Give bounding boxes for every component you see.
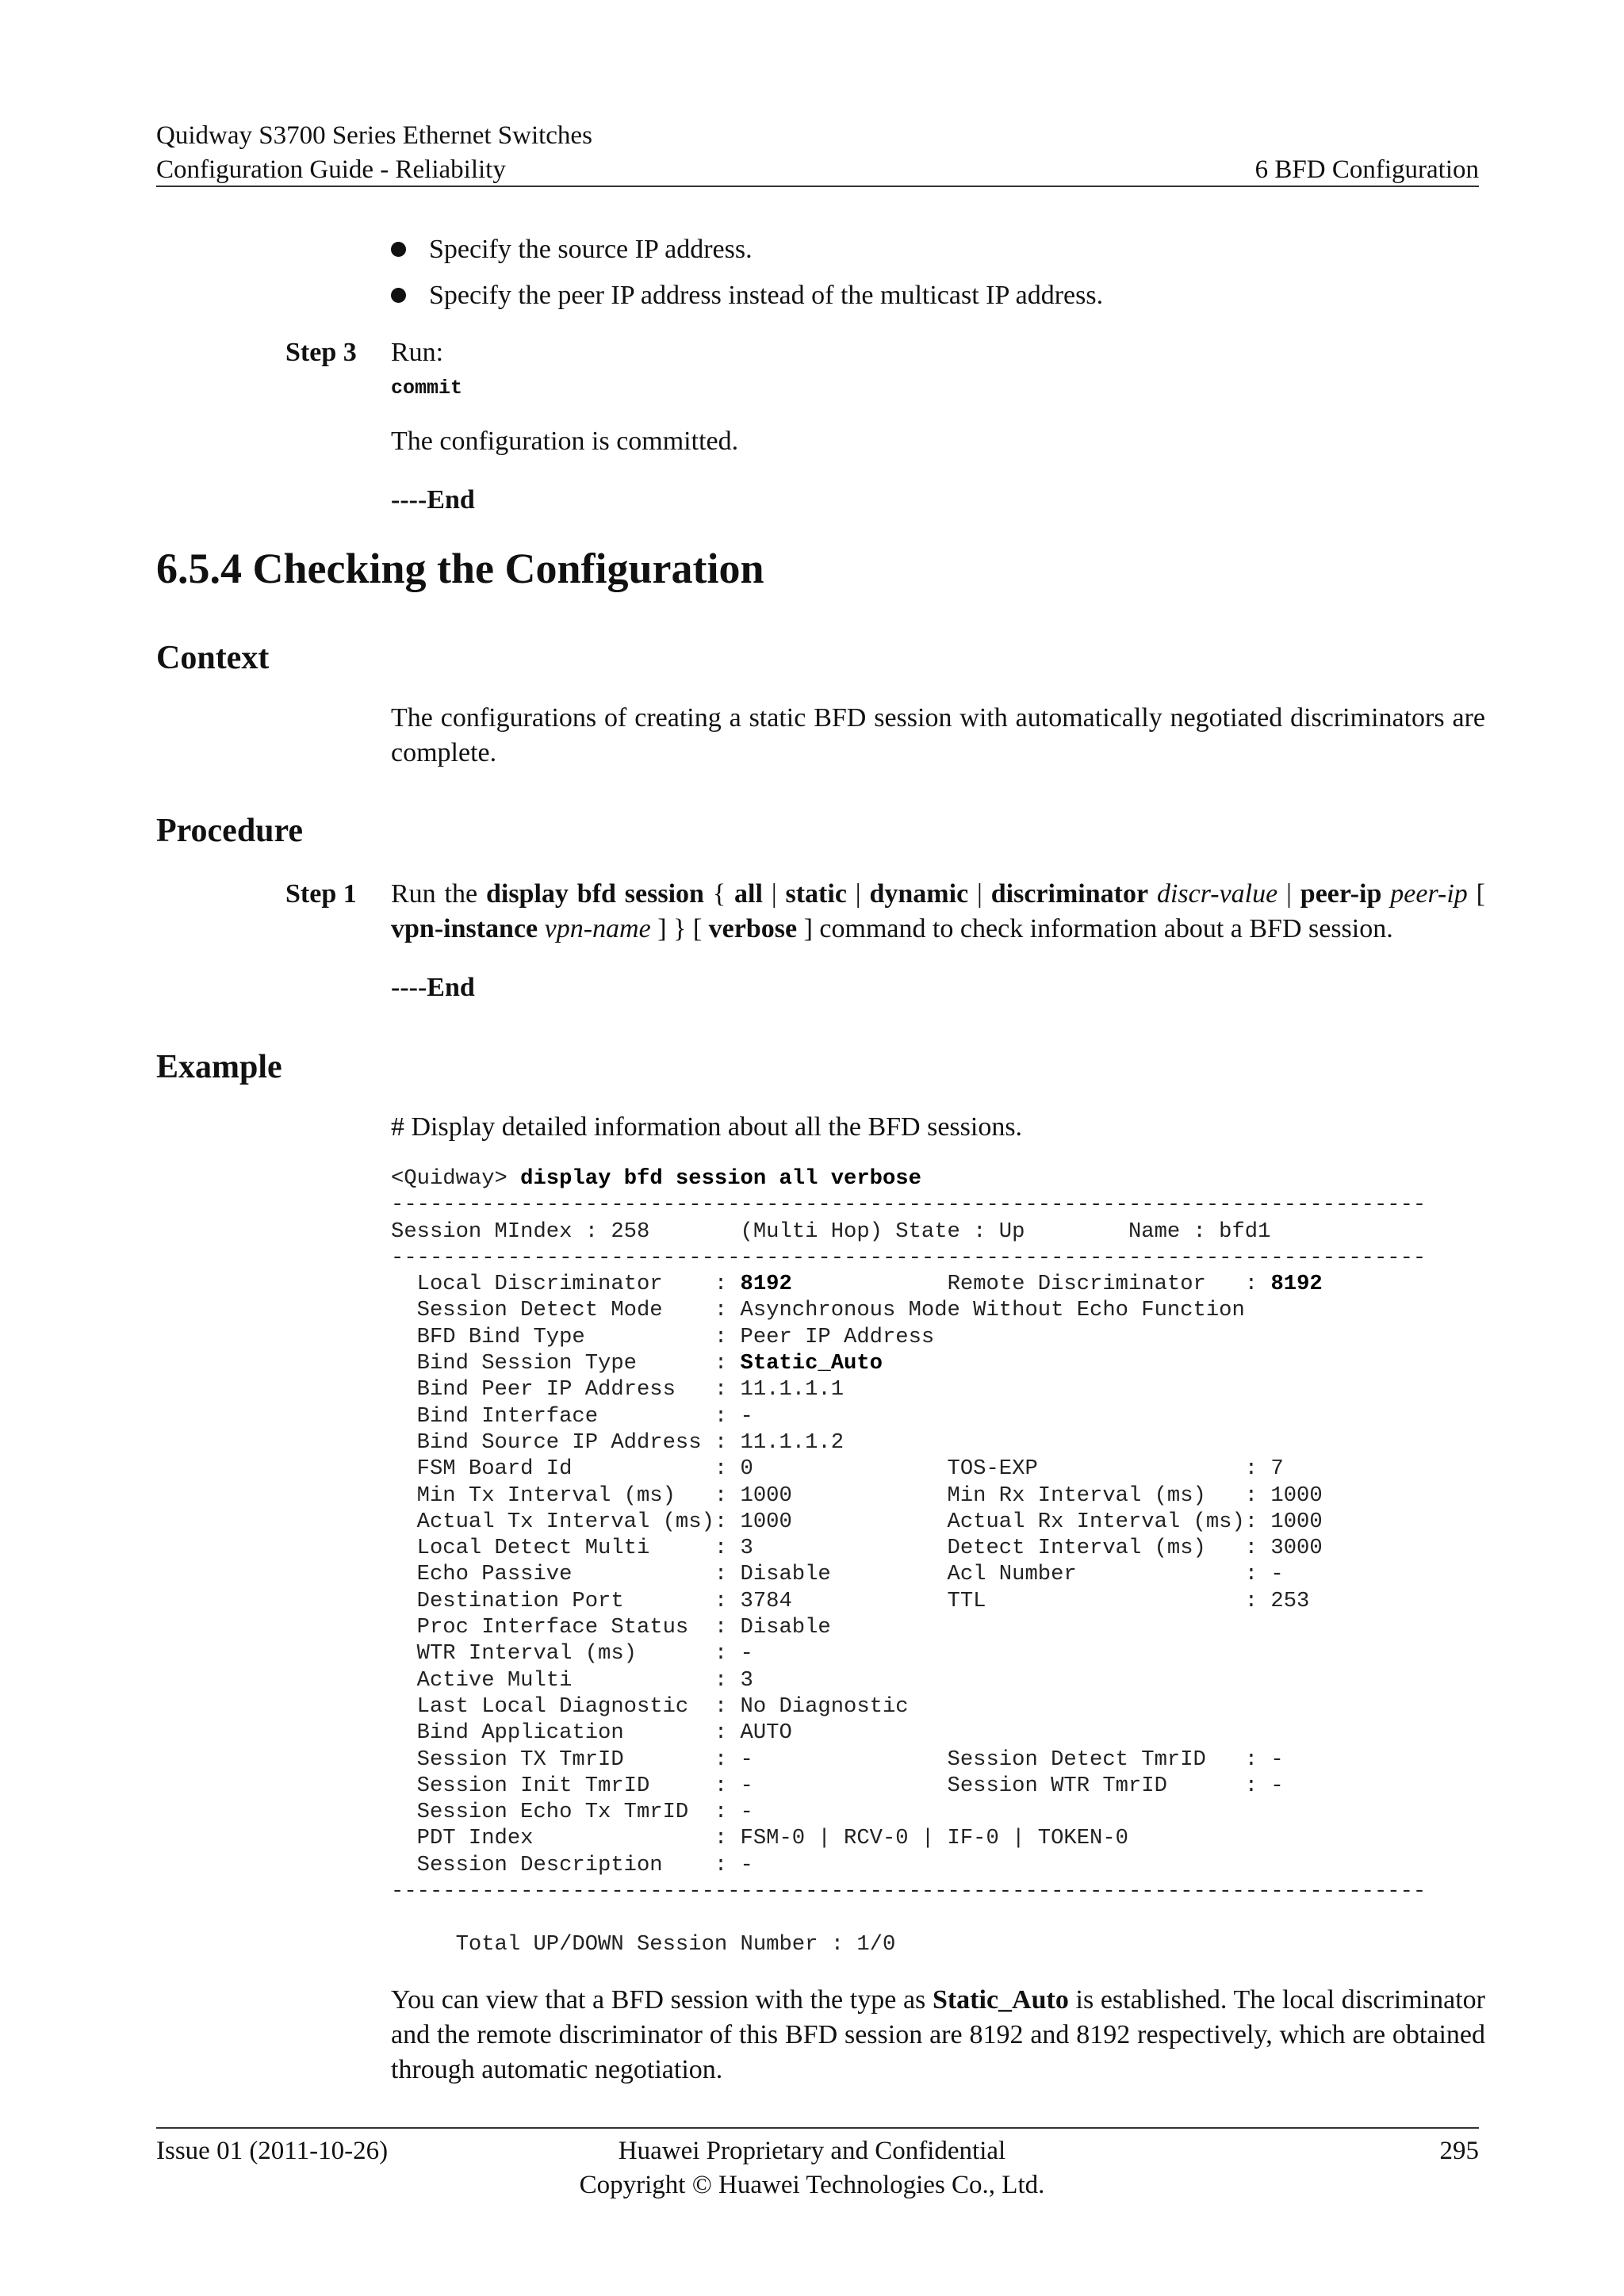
console-session-line: Session MIndex : 258 (Multi Hop) State : Up Name : bfd1 [391, 1219, 1271, 1244]
bullet-text: Specify the peer IP address instead of the multicast IP address. [429, 281, 1104, 310]
header-divider [156, 186, 1479, 187]
example-intro: # Display detailed information about all the BFD sessions. [391, 1112, 1023, 1142]
console-row: Session TX TmrID : - Session Detect TmrID : - [391, 1747, 1284, 1772]
footer-divider [156, 2127, 1479, 2129]
console-row: Actual Tx Interval (ms): 1000 Actual Rx Interval (ms): 1000 [391, 1509, 1323, 1534]
console-row: Bind Application : AUTO [391, 1720, 792, 1746]
console-row: Bind Interface : - [391, 1403, 753, 1429]
footer-page-number: 295 [1439, 2137, 1479, 2165]
summary-paragraph: You can view that a BFD session with the type as Static_Auto is established. The local discriminator and the remote discriminator of this BFD session are 8192 and 8192 respectively, which are obtained through automatic negotiation. [391, 1985, 1485, 2084]
console-rule: -------------------------------------------------------------------------------- [391, 1879, 1427, 1904]
section-title: 6.5.4 Checking the Configuration [156, 545, 764, 592]
console-row: Proc Interface Status : Disable [391, 1615, 831, 1640]
end-marker: ----End [391, 973, 475, 1002]
console-row: Bind Session Type : Static_Auto [391, 1351, 883, 1376]
console-total-line: Total UP/DOWN Session Number : 1/0 [391, 1931, 896, 1957]
console-row: Active Multi : 3 [391, 1667, 753, 1693]
console-row: Session Init TmrID : - Session WTR TmrID : - [391, 1773, 1284, 1798]
step-label: Step 3 [285, 338, 357, 367]
page-header [156, 119, 592, 187]
bullet-icon [391, 288, 406, 303]
console-row: FSM Board Id : 0 TOS-EXP : 7 [391, 1456, 1284, 1482]
footer-issue: Issue 01 (2011-10-26) [156, 2137, 389, 2165]
console-row: Bind Peer IP Address : 11.1.1.1 [391, 1377, 845, 1402]
console-row: Local Detect Multi : 3 Detect Interval (ms) : 3000 [391, 1536, 1323, 1561]
console-row: BFD Bind Type : Peer IP Address [391, 1324, 935, 1349]
console-row: Session Echo Tx TmrID : - [391, 1800, 753, 1825]
console-row: Session Description : - [391, 1852, 753, 1877]
console-prompt: <Quidway> [391, 1166, 508, 1191]
footer-copyright: Copyright © Huawei Technologies Co., Ltd. [579, 2171, 1045, 2199]
step-run-text: Run: [391, 338, 444, 367]
console-row: Echo Passive : Disable Acl Number : - [391, 1562, 1284, 1587]
console-output [391, 1165, 1426, 1957]
console-row: Last Local Diagnostic : No Diagnostic [391, 1693, 909, 1719]
console-row: Local Discriminator : 8192 Remote Discriminator : 8192 [391, 1272, 1323, 1297]
console-row: Bind Source IP Address : 11.1.1.2 [391, 1429, 845, 1455]
example-heading: Example [156, 1049, 282, 1085]
context-heading: Context [156, 640, 270, 676]
header-product: Quidway S3700 Series Ethernet Switches [156, 121, 592, 150]
console-row: Destination Port : 3784 TTL : 253 [391, 1588, 1310, 1613]
console-command: display bfd session all verbose [520, 1166, 921, 1191]
step-result-text: The configuration is committed. [391, 427, 739, 456]
console-row: Session Detect Mode : Asynchronous Mode Without Echo Function [391, 1298, 1245, 1323]
footer-center [0, 2134, 1624, 2202]
procedure-paragraph: Run the display bfd session { all | static | dynamic | discriminator discr-value | peer-ip peer-ip [ vpn-instance vpn-name ] } [ verbose ] command to check information about a BFD session. [391, 879, 1485, 943]
console-row: WTR Interval (ms) : - [391, 1641, 753, 1667]
context-paragraph: The configurations of creating a static BFD session with automatically negotiated discriminators are complete. [391, 703, 1485, 767]
bullet-icon [391, 242, 406, 257]
command-text: commit [391, 377, 463, 400]
procedure-heading: Procedure [156, 813, 304, 849]
bullet-text: Specify the source IP address. [429, 235, 753, 264]
footer-confidential: Huawei Proprietary and Confidential [618, 2137, 1006, 2165]
console-rows [391, 1272, 1323, 1877]
header-chapter: 6 BFD Configuration [1254, 155, 1479, 184]
console-rule: -------------------------------------------------------------------------------- [391, 1192, 1427, 1218]
step-label: Step 1 [285, 879, 357, 909]
console-row: Min Tx Interval (ms) : 1000 Min Rx Interval (ms) : 1000 [391, 1483, 1323, 1508]
console-rule: -------------------------------------------------------------------------------- [391, 1245, 1427, 1270]
header-guide: Configuration Guide - Reliability [156, 155, 506, 184]
console-row: PDT Index : FSM-0 | RCV-0 | IF-0 | TOKEN-0 [391, 1826, 1128, 1851]
end-marker: ----End [391, 485, 475, 515]
